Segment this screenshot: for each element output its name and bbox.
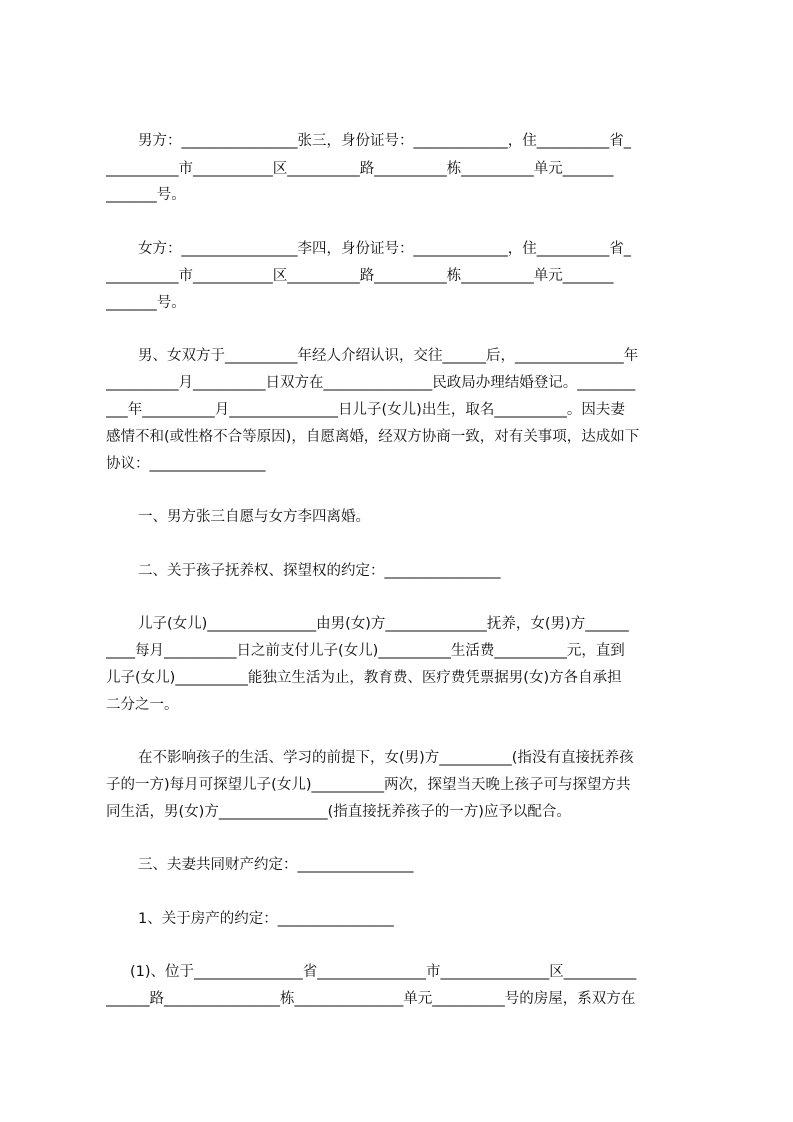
article-1-heading: 一、男方张三自愿与女方李四离婚。 xyxy=(138,509,370,525)
intro-line-4: 感情不和(或性格不合等原因)，自愿离婚，经双方协商一致，对有关事项，达成如下 xyxy=(106,429,640,445)
intro-line-5: 协议：________________ xyxy=(106,456,266,472)
intro-line-1: 男、女双方于__________年经人介绍认识，交往______后，_______________年 xyxy=(138,348,639,364)
visitation-line-1: 在不影响孩子的生活、学习的前提下，女(男)方__________(指没有直接抚养孩 xyxy=(138,750,634,766)
property-line-1: (1)、位于_______________省_______________市_______________区__________ xyxy=(130,964,637,980)
property-line-2: ______路________________栋_______________单元__________号的房屋，系双方在 xyxy=(106,991,636,1007)
article-3-heading: 三、夫妻共同财产约定：________________ xyxy=(138,857,414,873)
custody-line-4: 二分之一。 xyxy=(106,697,179,713)
female-party-line-3: _______号。 xyxy=(106,295,186,311)
article-2-heading: 二、关于孩子抚养权、探望权的约定：________________ xyxy=(138,563,501,579)
visitation-line-3: 同生活，男(女)方_______________(指直接抚养孩子的一方)应予以配合。 xyxy=(106,804,571,820)
male-party-line-2: __________市___________区__________路__________栋__________单元_______ xyxy=(106,161,614,177)
visitation-line-2: 子的一方)每月可探望儿子(女儿)__________两次，探望当天晚上孩子可与探望方共 xyxy=(106,777,631,793)
intro-line-2: __________月__________日双方在_______________民政局办理结婚登记。________ xyxy=(106,375,636,391)
male-party-line-1: 男方：________________张三，身份证号：_____________，住__________省_ xyxy=(138,133,631,149)
male-party-line-3: _______号。 xyxy=(106,187,186,203)
custody-line-2: ____每月__________日之前支付儿子(女儿)__________生活费__________元，直到 xyxy=(106,643,625,659)
custody-line-1: 儿子(女儿)_______________由男(女)方______________抚养，女(男)方______ xyxy=(138,616,629,632)
female-party-line-2: __________市___________区__________路__________栋__________单元_______ xyxy=(106,268,614,284)
intro-line-3: ___年__________月_______________日儿子(女儿)出生，取名__________。因夫妻 xyxy=(106,402,625,418)
female-party-line-1: 女方：________________李四，身份证号：_____________，住__________省_ xyxy=(138,241,631,257)
section-3-1-heading: 1、关于房产的约定：________________ xyxy=(138,911,394,927)
custody-line-3: 儿子(女儿)__________能独立生活为止，教育费、医疗费凭票据男(女)方各自承担 xyxy=(106,670,622,686)
